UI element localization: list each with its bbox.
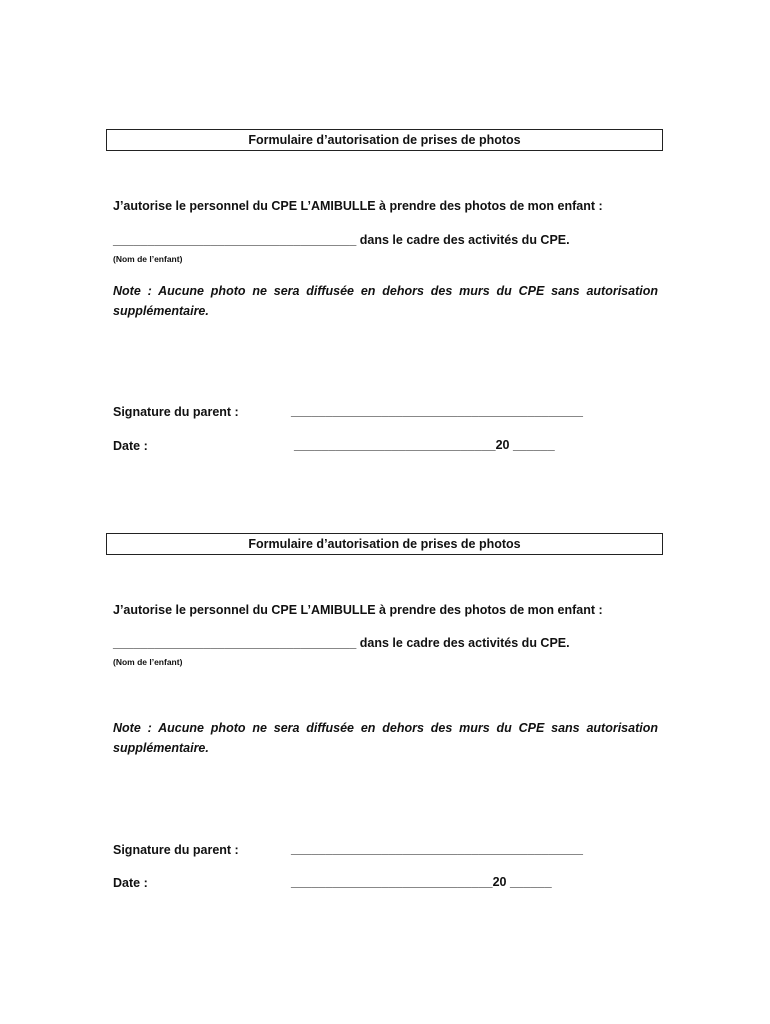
signature-label: Signature du parent : bbox=[113, 405, 239, 419]
child-name-caption: (Nom de l’enfant) bbox=[113, 657, 183, 667]
child-name-field[interactable]: ___________________________________ dans le cadre des activités du CPE. bbox=[113, 233, 570, 247]
form-title: Formulaire d’autorisation de prises de photos bbox=[106, 129, 663, 151]
child-name-field[interactable]: ___________________________________ dans le cadre des activités du CPE. bbox=[113, 636, 570, 650]
form-title: Formulaire d’autorisation de prises de photos bbox=[106, 533, 663, 555]
authorization-statement: J’autorise le personnel du CPE L’AMIBULLE à prendre des photos de mon enfant : bbox=[113, 199, 603, 213]
date-field[interactable]: _____________________________20 ______ bbox=[291, 875, 552, 889]
child-name-caption: (Nom de l’enfant) bbox=[113, 254, 183, 264]
signature-field[interactable]: __________________________________________ bbox=[291, 842, 583, 856]
note-text: Note : Aucune photo ne sera diffusée en dehors des murs du CPE sans autorisation supplémentaire. bbox=[113, 284, 658, 318]
signature-field[interactable]: __________________________________________ bbox=[291, 404, 583, 418]
note-text: Note : Aucune photo ne sera diffusée en dehors des murs du CPE sans autorisation supplémentaire. bbox=[113, 721, 658, 755]
date-label: Date : bbox=[113, 876, 148, 890]
authorization-statement: J’autorise le personnel du CPE L’AMIBULLE à prendre des photos de mon enfant : bbox=[113, 603, 603, 617]
date-label: Date : bbox=[113, 439, 148, 453]
signature-label: Signature du parent : bbox=[113, 843, 239, 857]
date-field[interactable]: _____________________________20 ______ bbox=[294, 438, 555, 452]
